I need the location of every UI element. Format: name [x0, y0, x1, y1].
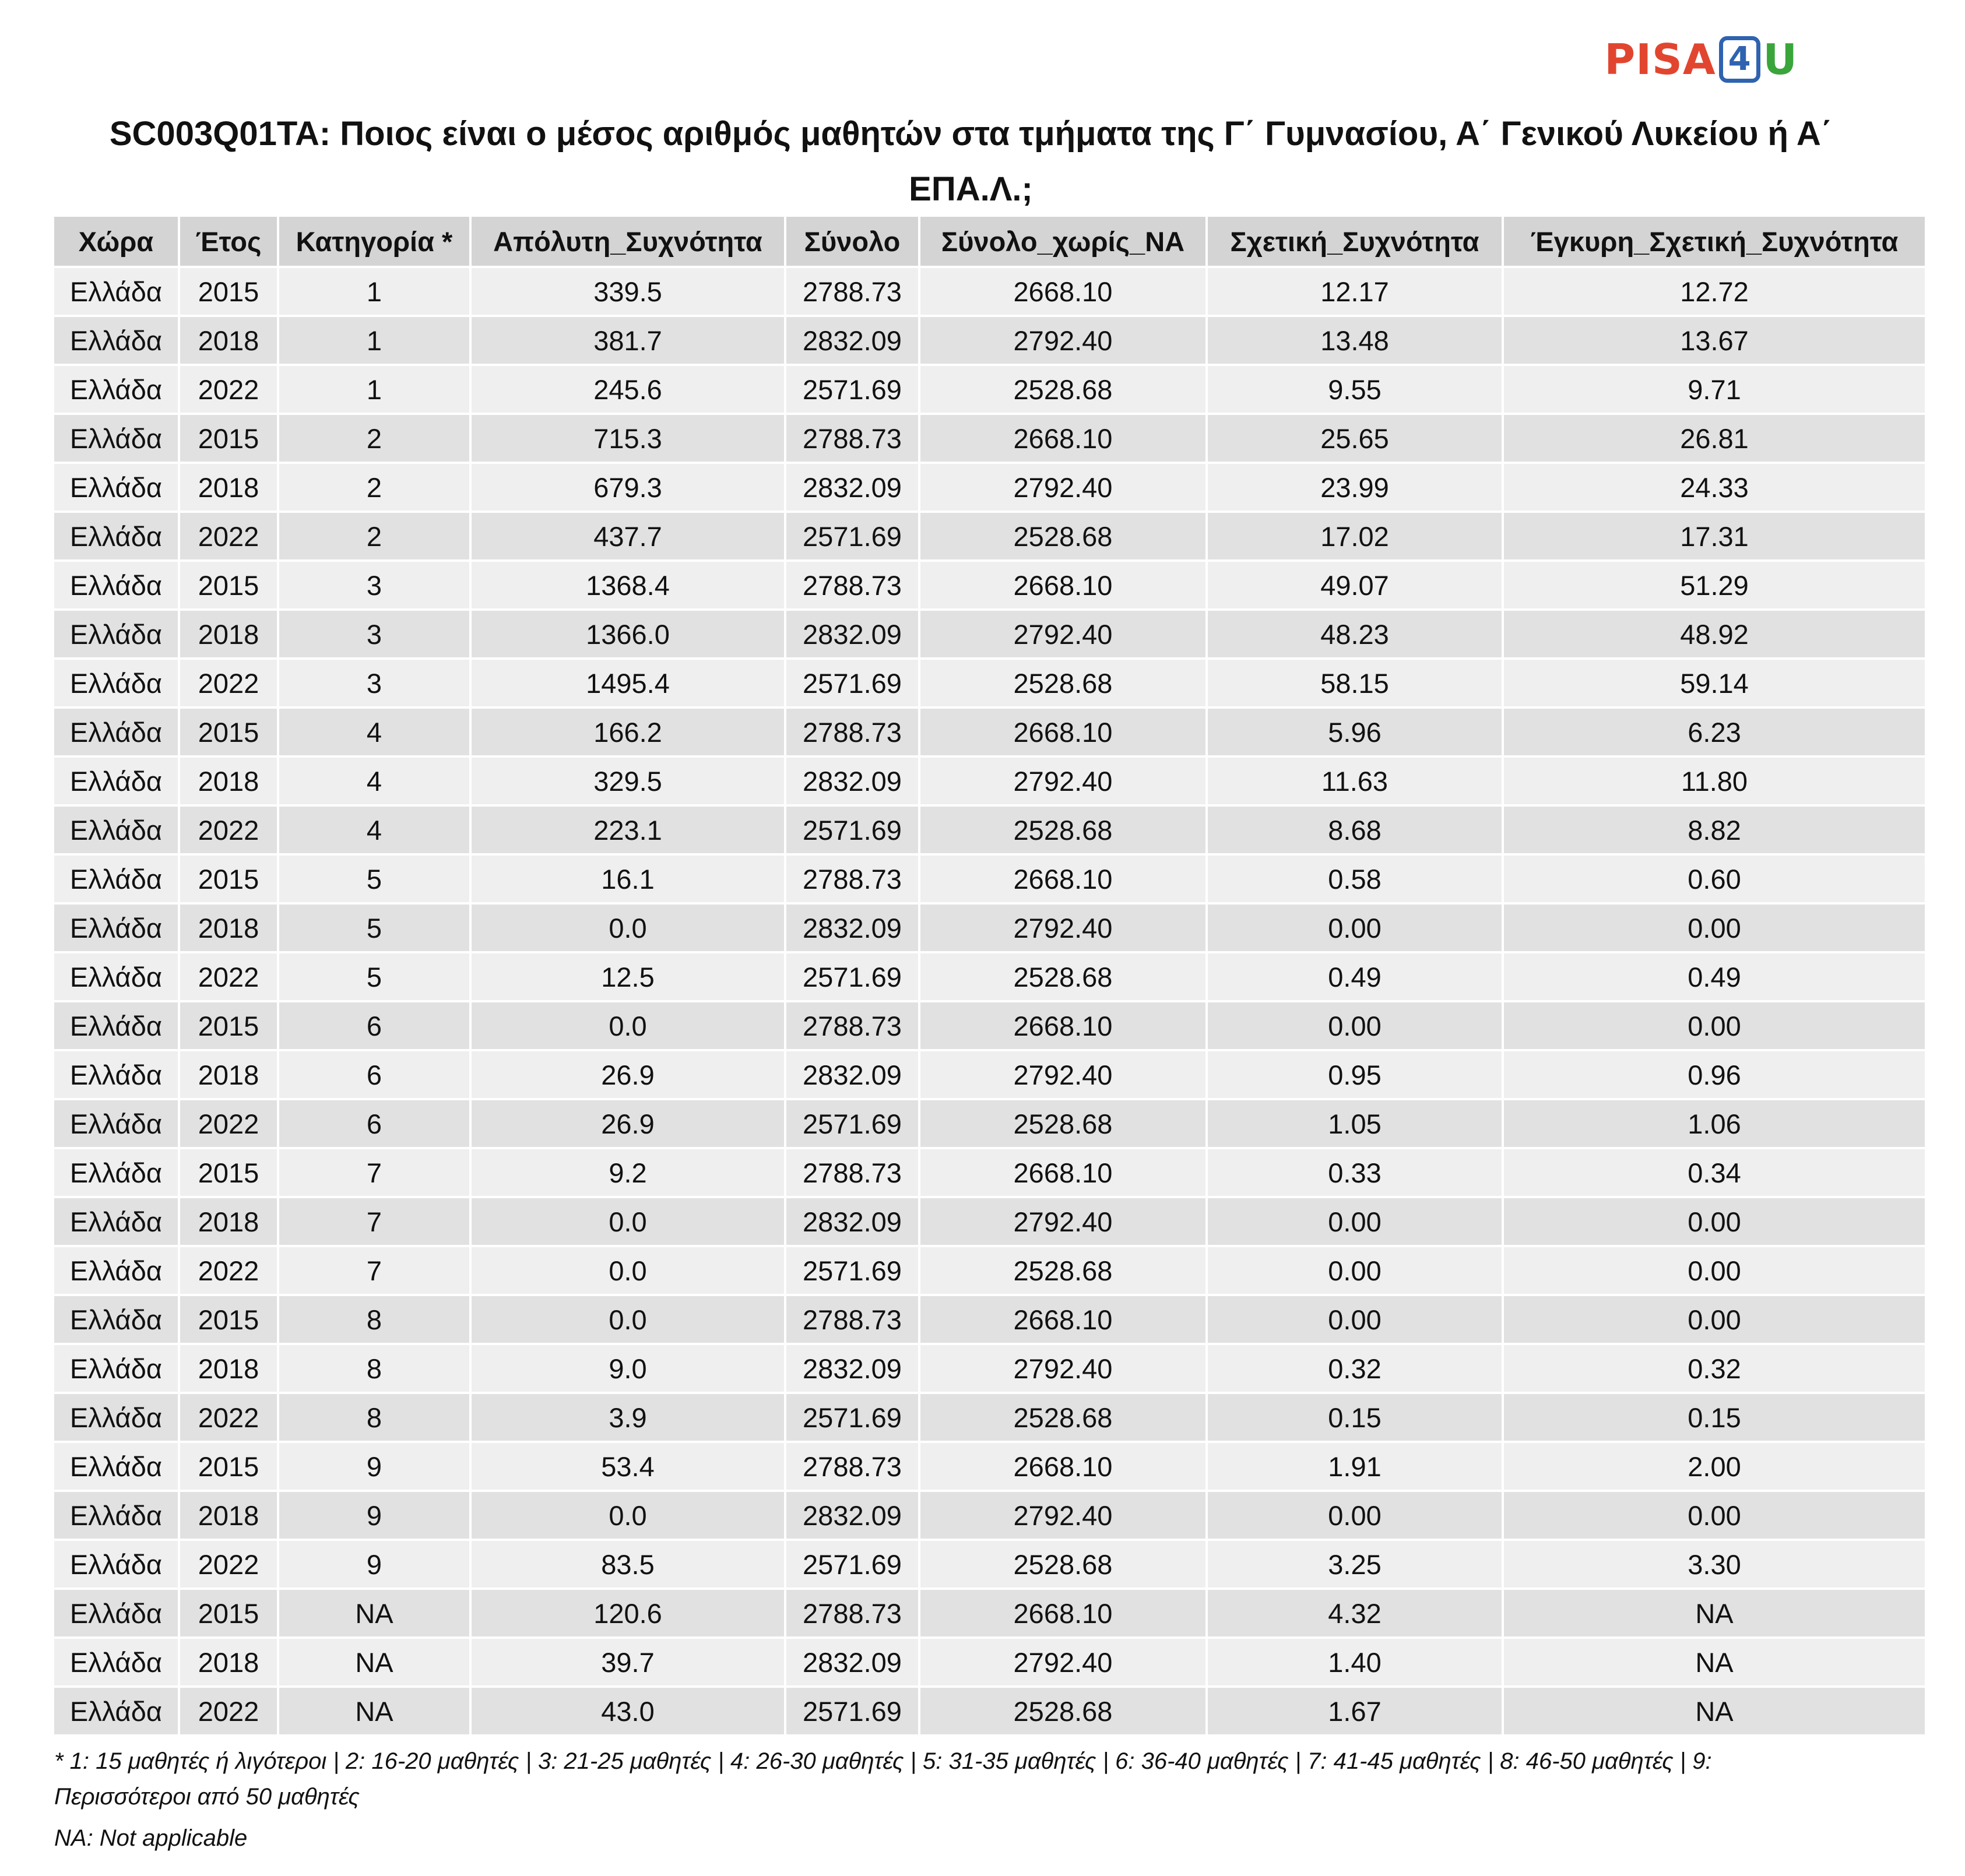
table-cell: Ελλάδα [54, 1050, 179, 1099]
table-cell: 2015 [179, 414, 278, 463]
table-cell: 2528.68 [919, 952, 1207, 1001]
table-cell: 329.5 [470, 756, 785, 805]
table-cell: 2571.69 [785, 1099, 919, 1148]
table-cell: 0.00 [1207, 1246, 1503, 1295]
table-cell: 13.48 [1207, 316, 1503, 365]
table-cell: 2832.09 [785, 463, 919, 512]
table-cell: 1.06 [1503, 1099, 1926, 1148]
column-header: Σύνολο [785, 217, 919, 267]
table-cell: 2018 [179, 756, 278, 805]
table-row [54, 805, 1926, 854]
table-row [54, 1589, 1926, 1638]
table-cell: 59.14 [1503, 659, 1926, 708]
table-cell: Ελλάδα [54, 512, 179, 561]
column-header: Κατηγορία * [278, 217, 470, 267]
table-cell: 2528.68 [919, 1393, 1207, 1442]
table-cell: 2792.40 [919, 1344, 1207, 1393]
table-cell: 437.7 [470, 512, 785, 561]
column-header: Σύνολο_χωρίς_NA [919, 217, 1207, 267]
table-cell: Ελλάδα [54, 1246, 179, 1295]
table-cell: 26.9 [470, 1099, 785, 1148]
table-cell: 0.00 [1207, 903, 1503, 952]
table-cell: 2015 [179, 1295, 278, 1344]
table-cell: Ελλάδα [54, 1197, 179, 1246]
table-cell: 2792.40 [919, 1197, 1207, 1246]
table-cell: 1.67 [1207, 1687, 1503, 1736]
table-cell: 1.05 [1207, 1099, 1503, 1148]
table-cell: 2668.10 [919, 267, 1207, 316]
table-row [54, 512, 1926, 561]
table-cell: 2022 [179, 1246, 278, 1295]
table-cell: Ελλάδα [54, 854, 179, 903]
table-cell: 0.34 [1503, 1148, 1926, 1197]
table-cell: 0.00 [1503, 1197, 1926, 1246]
table-cell: 2792.40 [919, 1638, 1207, 1687]
table-cell: 2022 [179, 1099, 278, 1148]
table-cell: 2668.10 [919, 1442, 1207, 1491]
table-cell: 17.02 [1207, 512, 1503, 561]
table-cell: 8 [278, 1344, 470, 1393]
table-cell: 4 [278, 756, 470, 805]
table-cell: 2015 [179, 1589, 278, 1638]
table-row [54, 316, 1926, 365]
table-row [54, 1638, 1926, 1687]
table-cell: 13.67 [1503, 316, 1926, 365]
table-cell: 1.91 [1207, 1442, 1503, 1491]
table-cell: 2832.09 [785, 1050, 919, 1099]
table-cell: Ελλάδα [54, 610, 179, 659]
table-cell: Ελλάδα [54, 414, 179, 463]
column-header: Χώρα [54, 217, 179, 267]
table-cell: 0.00 [1503, 1001, 1926, 1050]
table-cell: 2022 [179, 1393, 278, 1442]
table-cell: 3.25 [1207, 1540, 1503, 1589]
table-cell: Ελλάδα [54, 1540, 179, 1589]
table-row [54, 414, 1926, 463]
header-row [54, 217, 1926, 267]
table-cell: 1.40 [1207, 1638, 1503, 1687]
table-cell: 0.0 [470, 1491, 785, 1540]
table-cell: 2022 [179, 1687, 278, 1736]
table-cell: 2832.09 [785, 316, 919, 365]
table-cell: 2022 [179, 365, 278, 414]
table-cell: 2571.69 [785, 1687, 919, 1736]
table-cell: 2015 [179, 1148, 278, 1197]
frequency-table [54, 217, 1927, 1737]
table-cell: 245.6 [470, 365, 785, 414]
table-cell: 2788.73 [785, 1295, 919, 1344]
table-row [54, 756, 1926, 805]
table-cell: 0.95 [1207, 1050, 1503, 1099]
table-cell: 2022 [179, 952, 278, 1001]
table-cell: 0.96 [1503, 1050, 1926, 1099]
table-cell: NA [1503, 1687, 1926, 1736]
table-cell: 6.23 [1503, 708, 1926, 756]
table-cell: 4 [278, 708, 470, 756]
table-cell: 2528.68 [919, 1540, 1207, 1589]
table-cell: 48.92 [1503, 610, 1926, 659]
table-cell: 49.07 [1207, 561, 1503, 610]
table-cell: 2788.73 [785, 1589, 919, 1638]
table-cell: 7 [278, 1148, 470, 1197]
table-cell: 2832.09 [785, 903, 919, 952]
table-cell: 2528.68 [919, 1687, 1207, 1736]
table-cell: 2015 [179, 854, 278, 903]
table-row [54, 1491, 1926, 1540]
table-cell: 715.3 [470, 414, 785, 463]
table-cell: 0.49 [1207, 952, 1503, 1001]
table-cell: 2668.10 [919, 414, 1207, 463]
table-cell: 2832.09 [785, 1344, 919, 1393]
table-cell: 2792.40 [919, 610, 1207, 659]
table-cell: 2792.40 [919, 316, 1207, 365]
table-cell: 8 [278, 1393, 470, 1442]
table-cell: 0.0 [470, 1001, 785, 1050]
table-cell: 2792.40 [919, 756, 1207, 805]
table-cell: 2018 [179, 903, 278, 952]
table-cell: 5.96 [1207, 708, 1503, 756]
table-row [54, 1393, 1926, 1442]
table-cell: 24.33 [1503, 463, 1926, 512]
logo-four-badge: 4 [1719, 36, 1760, 83]
table-cell: 17.31 [1503, 512, 1926, 561]
table-cell: 2.00 [1503, 1442, 1926, 1491]
table-cell: 2571.69 [785, 1393, 919, 1442]
table-cell: 0.60 [1503, 854, 1926, 903]
table-cell: 2571.69 [785, 365, 919, 414]
table-cell: 2018 [179, 463, 278, 512]
table-cell: 2571.69 [785, 512, 919, 561]
table-cell: 6 [278, 1001, 470, 1050]
table-cell: Ελλάδα [54, 903, 179, 952]
table-cell: 2832.09 [785, 1491, 919, 1540]
table-row [54, 561, 1926, 610]
table-cell: 0.0 [470, 1197, 785, 1246]
na-footnote: NA: Not applicable [54, 1825, 248, 1851]
pisa4u-logo [1604, 36, 1797, 83]
table-cell: 16.1 [470, 854, 785, 903]
table-cell: 2668.10 [919, 1589, 1207, 1638]
table-cell: 2528.68 [919, 1246, 1207, 1295]
table-row [54, 1246, 1926, 1295]
table-row [54, 1148, 1926, 1197]
table-cell: 6 [278, 1099, 470, 1148]
table-cell: 6 [278, 1050, 470, 1099]
table-cell: 1 [278, 267, 470, 316]
table-cell: Ελλάδα [54, 1148, 179, 1197]
table-cell: 2528.68 [919, 659, 1207, 708]
table-cell: 2571.69 [785, 1540, 919, 1589]
table-cell: 1366.0 [470, 610, 785, 659]
table-cell: 2022 [179, 1540, 278, 1589]
table-cell: 51.29 [1503, 561, 1926, 610]
table-cell: NA [1503, 1589, 1926, 1638]
column-header: Σχετική_Συχνότητα [1207, 217, 1503, 267]
column-header: Έτος [179, 217, 278, 267]
table-cell: 0.15 [1503, 1393, 1926, 1442]
table-cell: 2788.73 [785, 1148, 919, 1197]
table-cell: 2832.09 [785, 1638, 919, 1687]
table-cell: 3.9 [470, 1393, 785, 1442]
table-cell: 166.2 [470, 708, 785, 756]
table-cell: 1495.4 [470, 659, 785, 708]
table-row [54, 267, 1926, 316]
table-cell: 26.9 [470, 1050, 785, 1099]
table-cell: 3 [278, 561, 470, 610]
table-cell: 0.00 [1503, 903, 1926, 952]
table-cell: 2788.73 [785, 854, 919, 903]
table-cell: Ελλάδα [54, 1001, 179, 1050]
table-cell: 2668.10 [919, 1295, 1207, 1344]
table-cell: 2792.40 [919, 903, 1207, 952]
table-cell: 7 [278, 1246, 470, 1295]
table-cell: 7 [278, 1197, 470, 1246]
table-cell: 0.00 [1503, 1295, 1926, 1344]
table-cell: 12.17 [1207, 267, 1503, 316]
logo-pisa-text: PISA [1604, 35, 1716, 84]
page-title: SC003Q01TA: Ποιος είναι ο μέσος αριθμός μαθητών στα τμήματα της Γ΄ Γυμνασίου, Α΄ Γενικού Λυκείου ή Α΄ ΕΠΑ.Λ.; [109, 115, 1833, 208]
table-cell: 2528.68 [919, 512, 1207, 561]
table-cell: 5 [278, 854, 470, 903]
table-cell: Ελλάδα [54, 805, 179, 854]
table-row [54, 708, 1926, 756]
table-row [54, 1099, 1926, 1148]
table-row [54, 1540, 1926, 1589]
table-cell: 26.81 [1503, 414, 1926, 463]
category-footnote: * 1: 15 μαθητές ή λιγότεροι | 2: 16-20 μαθητές | 3: 21-25 μαθητές | 4: 26-30 μαθητές | 5: 31-35 μαθητές | 6: 36-40 μαθητές | 7: 41-45 μαθητές | 8: 46-50 μαθητές | 9: Περισσότεροι από 50 μαθητές [54, 1748, 1712, 1810]
table-cell: 120.6 [470, 1589, 785, 1638]
table-cell: 2528.68 [919, 805, 1207, 854]
table-cell: Ελλάδα [54, 659, 179, 708]
table-cell: 43.0 [470, 1687, 785, 1736]
table-cell: 1 [278, 316, 470, 365]
table-cell: 2832.09 [785, 1197, 919, 1246]
table-cell: 2018 [179, 1638, 278, 1687]
table-cell: Ελλάδα [54, 1099, 179, 1148]
table-cell: 0.00 [1207, 1197, 1503, 1246]
table-cell: 679.3 [470, 463, 785, 512]
table-cell: Ελλάδα [54, 1687, 179, 1736]
table-cell: 9.2 [470, 1148, 785, 1197]
table-cell: Ελλάδα [54, 1393, 179, 1442]
table-cell: 9.55 [1207, 365, 1503, 414]
table-cell: NA [1503, 1638, 1926, 1687]
table-cell: 2668.10 [919, 561, 1207, 610]
table-cell: 2832.09 [785, 610, 919, 659]
table-cell: Ελλάδα [54, 316, 179, 365]
table-cell: 2018 [179, 610, 278, 659]
table-cell: 2788.73 [785, 1442, 919, 1491]
table-cell: Ελλάδα [54, 708, 179, 756]
table-cell: 2018 [179, 1344, 278, 1393]
table-cell: 2571.69 [785, 1246, 919, 1295]
table-cell: 2668.10 [919, 1148, 1207, 1197]
table-cell: 2788.73 [785, 1001, 919, 1050]
table-cell: 339.5 [470, 267, 785, 316]
table-cell: 9.0 [470, 1344, 785, 1393]
table-cell: 0.32 [1207, 1344, 1503, 1393]
table-body [54, 267, 1926, 1736]
table-cell: 23.99 [1207, 463, 1503, 512]
table-cell: 12.72 [1503, 267, 1926, 316]
table-cell: 8 [278, 1295, 470, 1344]
table-cell: Ελλάδα [54, 463, 179, 512]
table-cell: 2792.40 [919, 1491, 1207, 1540]
table-cell: 58.15 [1207, 659, 1503, 708]
table-row [54, 1295, 1926, 1344]
table-cell: 2792.40 [919, 1050, 1207, 1099]
table-cell: 12.5 [470, 952, 785, 1001]
table-cell: 9 [278, 1442, 470, 1491]
table-row [54, 1001, 1926, 1050]
table-cell: 2788.73 [785, 708, 919, 756]
table-cell: 8.82 [1503, 805, 1926, 854]
column-header: Έγκυρη_Σχετική_Συχνότητα [1503, 217, 1926, 267]
table-cell: 2528.68 [919, 1099, 1207, 1148]
table-cell: 2015 [179, 1442, 278, 1491]
table-cell: 2668.10 [919, 1001, 1207, 1050]
table-cell: 0.58 [1207, 854, 1503, 903]
table-cell: 11.80 [1503, 756, 1926, 805]
table-cell: 2015 [179, 1001, 278, 1050]
table-cell: Ελλάδα [54, 1589, 179, 1638]
table-cell: 2788.73 [785, 561, 919, 610]
table-cell: 2022 [179, 659, 278, 708]
table-cell: Ελλάδα [54, 1295, 179, 1344]
table-cell: 1 [278, 365, 470, 414]
table-cell: 0.0 [470, 903, 785, 952]
logo-u-text: U [1763, 35, 1797, 84]
table-cell: 2018 [179, 1050, 278, 1099]
table-cell: 0.49 [1503, 952, 1926, 1001]
table-cell: 5 [278, 903, 470, 952]
table-header [54, 217, 1926, 267]
table-cell: 1368.4 [470, 561, 785, 610]
table-row [54, 463, 1926, 512]
table-cell: 11.63 [1207, 756, 1503, 805]
table-row [54, 365, 1926, 414]
table-cell: 0.00 [1207, 1001, 1503, 1050]
table-cell: Ελλάδα [54, 561, 179, 610]
table-cell: NA [278, 1638, 470, 1687]
table-cell: 2571.69 [785, 659, 919, 708]
table-cell: 0.00 [1503, 1491, 1926, 1540]
table-cell: 2015 [179, 708, 278, 756]
table-cell: 2571.69 [785, 805, 919, 854]
table-cell: 3.30 [1503, 1540, 1926, 1589]
table-cell: Ελλάδα [54, 1344, 179, 1393]
table-cell: NA [278, 1589, 470, 1638]
table-cell: Ελλάδα [54, 756, 179, 805]
table-row [54, 1197, 1926, 1246]
table-cell: 2022 [179, 512, 278, 561]
table-cell: 9 [278, 1540, 470, 1589]
table-row [54, 610, 1926, 659]
table-cell: 2571.69 [785, 952, 919, 1001]
table-cell: 2792.40 [919, 463, 1207, 512]
table-cell: 2015 [179, 561, 278, 610]
table-cell: 3 [278, 610, 470, 659]
table-cell: 2788.73 [785, 414, 919, 463]
table-cell: Ελλάδα [54, 1442, 179, 1491]
table-row [54, 659, 1926, 708]
table-cell: Ελλάδα [54, 365, 179, 414]
table-cell: Ελλάδα [54, 1638, 179, 1687]
table-row [54, 1344, 1926, 1393]
table-cell: 83.5 [470, 1540, 785, 1589]
table-cell: 25.65 [1207, 414, 1503, 463]
table-cell: Ελλάδα [54, 267, 179, 316]
table-cell: 0.32 [1503, 1344, 1926, 1393]
table-cell: 2832.09 [785, 756, 919, 805]
table-cell: 39.7 [470, 1638, 785, 1687]
table-cell: 48.23 [1207, 610, 1503, 659]
table-row [54, 1050, 1926, 1099]
table-cell: 53.4 [470, 1442, 785, 1491]
table-cell: 223.1 [470, 805, 785, 854]
table-cell: 2 [278, 463, 470, 512]
table-cell: 9.71 [1503, 365, 1926, 414]
table-cell: 0.15 [1207, 1393, 1503, 1442]
table-cell: 0.33 [1207, 1148, 1503, 1197]
table-cell: 381.7 [470, 316, 785, 365]
table-cell: 4.32 [1207, 1589, 1503, 1638]
table-cell: 2 [278, 414, 470, 463]
table-cell: 0.0 [470, 1295, 785, 1344]
table-row [54, 952, 1926, 1001]
table-cell: 2018 [179, 316, 278, 365]
table-cell: 9 [278, 1491, 470, 1540]
table-cell: Ελλάδα [54, 952, 179, 1001]
table-cell: 2015 [179, 267, 278, 316]
table-cell: 5 [278, 952, 470, 1001]
table-row [54, 1687, 1926, 1736]
table-cell: 2788.73 [785, 267, 919, 316]
table-cell: 3 [278, 659, 470, 708]
table-cell: 2668.10 [919, 708, 1207, 756]
table-cell: 2022 [179, 805, 278, 854]
table-cell: 2 [278, 512, 470, 561]
table-cell: 2668.10 [919, 854, 1207, 903]
table-cell: Ελλάδα [54, 1491, 179, 1540]
table-cell: 0.00 [1207, 1295, 1503, 1344]
table-cell: 2018 [179, 1197, 278, 1246]
table-cell: 2528.68 [919, 365, 1207, 414]
table-cell: 2018 [179, 1491, 278, 1540]
column-header: Απόλυτη_Συχνότητα [470, 217, 785, 267]
table-cell: 0.0 [470, 1246, 785, 1295]
table-cell: 8.68 [1207, 805, 1503, 854]
table-row [54, 903, 1926, 952]
table-cell: NA [278, 1687, 470, 1736]
table-cell: 0.00 [1503, 1246, 1926, 1295]
table-cell: 4 [278, 805, 470, 854]
table-cell: 0.00 [1207, 1491, 1503, 1540]
table-row [54, 854, 1926, 903]
table-row [54, 1442, 1926, 1491]
